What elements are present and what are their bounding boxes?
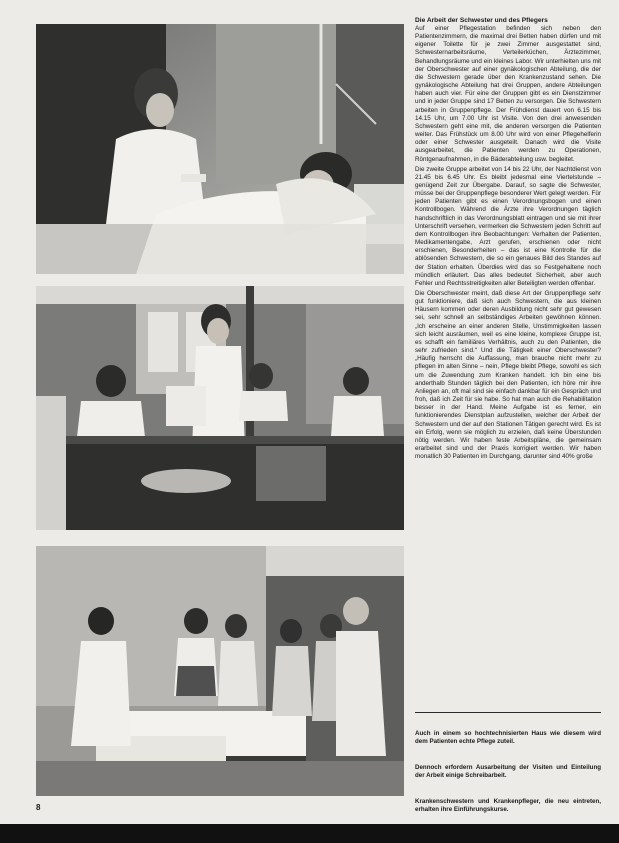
page-number: 8 — [36, 803, 41, 812]
article-body — [415, 25, 601, 461]
photo-caption: Krankenschwestern und Krankenpfleger, die neu eintreten, erhalten ihre Einführungskurse. — [415, 798, 601, 814]
article-heading: Die Arbeit der Schwester und des Pflegers — [415, 17, 548, 24]
nurses-office-photo — [36, 286, 404, 530]
nurse-at-bedside-photo — [36, 24, 404, 274]
caption-divider — [415, 712, 601, 713]
page-edge-shadow — [0, 824, 619, 843]
training-demonstration-photo — [36, 546, 404, 796]
photo-caption: Auch in einem so hochtechnisierten Haus wie diesem wird dem Patienten echte Pflege zuteil. — [415, 730, 601, 746]
article — [415, 17, 601, 461]
article-paragraph: Die Oberschwester meint, daß diese Art der Gruppenpflege sehr gut funktioniere, daß sich auch Schwestern, die aus kleinen Häusern kommen oder deren Ausbildung nicht sehr gut gewesen sei, sehr schnell an selbständiges Arbeiten gewöhnen können. „Ich erscheine an einer anderen Stelle, Unstimmigkeiten lassen sich leicht ausräumen, weil es eine kleine, komplexe Gruppe ist, es schafft ein familiäres Verhältnis, auch zu den Patienten, die sehr zufrieden sind.“ Und die Tätigkeit einer Oberschwester? „Häufig herrscht die Auffassung, man brauche nicht mehr zu pflegen im alten Sinne – nein, Pflege bleibt Pflege, sowohl es sich um die Zuwendung zum Kranken handelt. Ich bin eine bis anderthalb Stunden täglich bei den Patienten, ich höre mir ihre Anliegen an, oft mal sind sie einfach dankbar für ein Gespräch und froh, daß ich Zeit für sie habe. So hat man auch die Rehabilitation besser in der Hand. Meine Aufgabe ist es ferner, ein funktionierendes Dienstplan aufzustellen, welcher der Arbeit der Schwestern und der auf den Stationen Tätigen gerecht wird. Es ist ein Erfolg, wenn sie möglich zu erzielen, daß keine Überstunden nötig werden. Wir haben feste Arbeitspläne, die gemeinsam erarbeitet sind und der Praxis korrigiert werden. Wir haben monatlich 30 Patienten im Durchgang, darunter sind 40% große — [415, 290, 601, 461]
photo-caption: Dennoch erfordern Ausarbeitung der Visiten und Einteilung der Arbeit einige Schreibarbeit. — [415, 764, 601, 780]
article-paragraph: Die zweite Gruppe arbeitet von 14 bis 22 Uhr, der Nachtdienst von 21.45 bis 6.45 Uhr. Es bleibt jedesmal eine Viertelstunde – genügend Zeit zur Übergabe. Darauf, so sagte die Schwester, müsse bei der Gruppenpflege besonderer Wert gelegt werden. Für jeden Patienten gibt es einen Verordnungsbogen und einen Kontrollbogen. Während die Ärzte ihre Verordnungen täglich handschriftlich in das Verordnungsblatt eintragen und sie mit ihrer Unterschrift versehen, vermerken die Schwestern jeden Schritt auf dem Kontrollbogen ihre Beobachtungen: Verhalten der Patienten, Medikamentengabe, Arzt gerufen, erschienen oder nicht erschienen, Besonderheiten – das ist eine Kontrolle für die ablösenden Schwestern, die so ein genaues Bild des Standes auf der Station erhalten. Überdies wird das so Festgehaltene noch mündlich erläutert. Das alles bedeutet Sicherheit, aber auch Fehler und Rechtsstreitigkeiten aller Beteiligten werden offenbar. — [415, 165, 601, 287]
article-paragraph: Auf einer Pflegestation befinden sich neben den Patientenzimmern, die maximal drei Betten haben dürfen und mit eigener Toilette für je zwei Zimmer ausgestattet sind, Schwesternarbeitsräume, Verteilerküchen, Ärztezimmer, Behandlungsräume und ein kleines Labor. Wir unterhielten uns mit der Oberschwester auf einer gynäkologischen Abteilung, die der die Schwestern gerade über den Krankenzustand sehen. Die gynäkologische Abteilung hat drei Gruppen, andere Abteilungen haben auch vier. Für eine der Gruppen gibt es ein Dienstzimmer und in jeder Gruppe sind 17 Betten zu versorgen. Die Schwestern arbeiten in Gruppenpflege. Der Frühdienst dauert von 6.15 bis 14.15 Uhr, um 7.00 Uhr ist Visite. Von den drei anwesenden Schwestern geht eine mit, die anderen versorgen die Patienten weiter. Das Frühstück um 8.00 Uhr wird von einer Pflegehelferin oder einer Schwester ausgeteilt. Danach wird die Visite ausgearbeitet, die Patienten werden zu Operationen, Röntgenaufnahmen, in die Bäderabteilung usw. begleitet. — [415, 25, 601, 163]
